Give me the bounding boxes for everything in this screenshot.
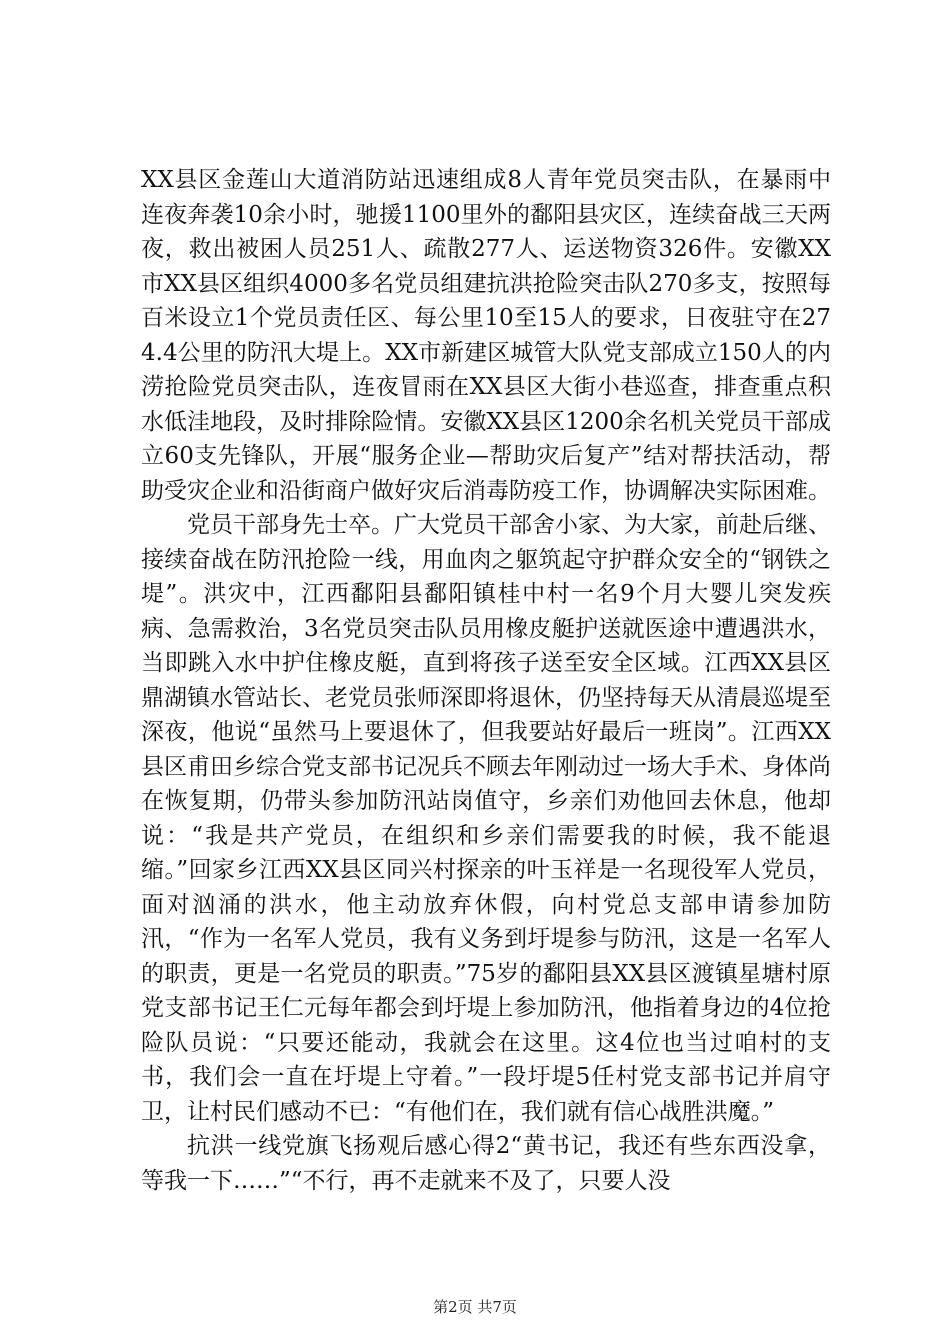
paragraph-2: 党员干部身先士卒。广大党员干部舍小家、为大家，前赴后继、接续奋战在防汛抢险一线，用血肉之躯筑起守护群众安全的“钢铁之堤”。洪灾中，江西鄱阳县鄱阳镇桂中村一名9个月大婴儿突发疾病、急需救治，3名党员突击队员用橡皮艇护送就医途中遭遇洪水，当即跳入水中护住橡皮艇，直到将孩子送至安全区域。江西XX县区鼎湖镇水管站长、老党员张师深即将退休，仍坚持每天从清晨巡堤至深夜，他说“虽然马上要退休了，但我要站好最后一班岗”。江西XX县区甫田乡综合党支部书记况兵不顾去年刚动过一场大手术、身体尚在恢复期，仍带头参加防汛站岗值守，乡亲们劝他回去休息，他却说：“我是共产党员，在组织和乡亲们需要我的时候，我不能退缩。”回家乡江西XX县区同兴村探亲的叶玉祥是一名现役军人党员，面对汹涌的洪水，他主动放弃休假，向村党总支部申请参加防汛，“作为一名军人党员，我有义务到圩堤参与防汛，这是一名军人的职责，更是一名党员的职责。”75岁的鄱阳县XX县区渡镇星塘村原党支部书记王仁元每年都会到圩堤上参加防汛，他指着身边的4位抢险队员说：“只要还能动，我就会在这里。这4位也当过咱村的支书，我们会一直在圩堤上守着。”一段圩堤5任村党支部书记并肩守卫，让村民们感动不已：“有他们在，我们就有信心战胜洪魔。” [141, 512, 831, 1125]
paragraph-3: 抗洪一线党旗飞扬观后感心得2“黄书记，我还有些东西没拿，等我一下……”“不行，再不走就来不及了，只要人没 [141, 1133, 831, 1194]
page-footer: 第2页 共7页 [433, 1298, 517, 1316]
paragraph-1: XX县区金莲山大道消防站迅速组成8人青年党员突击队，在暴雨中连夜奔袭10余小时，驰援1100里外的鄱阳县灾区，连续奋战三天两夜，救出被困人员251人、疏散277人、运送物资326件。安徽XX市XX县区组织4000多名党员组建抗洪抢险突击队270多支，按照每百米设立1个党员责任区、每公里10至15人的要求，日夜驻守在274.4公里的防汛大堤上。XX市新建区城管大队党支部成立150人的内涝抢险党员突击队，连夜冒雨在XX县区大街小巷巡查，排查重点积水低洼地段，及时排除险情。安徽XX县区1200余名机关党员干部成立60支先锋队，开展“服务企业—帮助灾后复产”结对帮扶活动，帮助受灾企业和沿街商户做好灾后消毒防疫工作，协调解决实际困难。 [141, 167, 831, 504]
body-text [141, 163, 831, 1198]
